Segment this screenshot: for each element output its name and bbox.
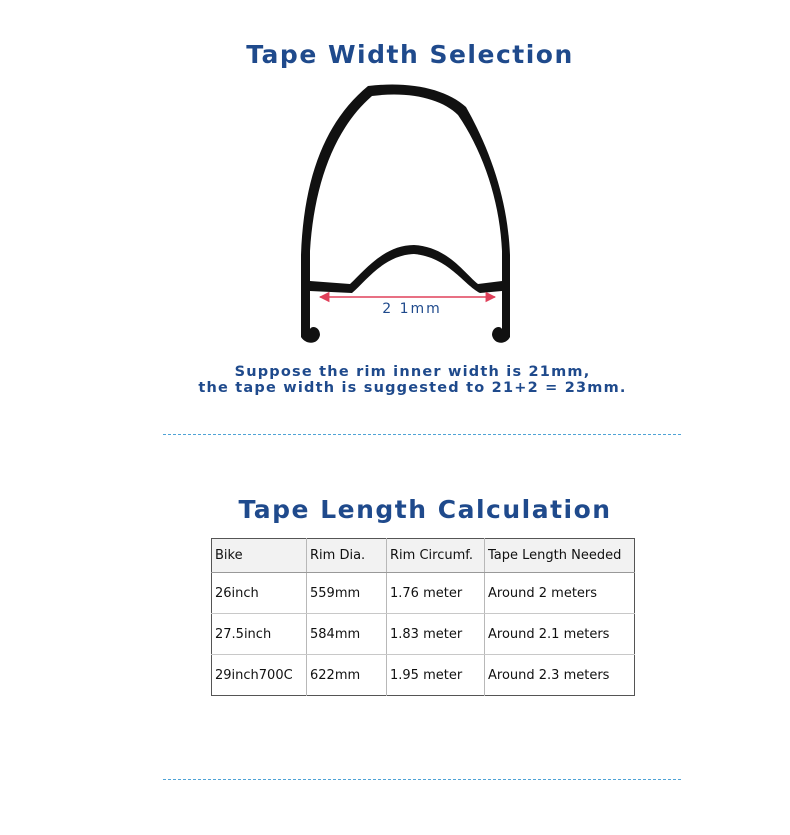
tape-width-note-line2: the tape width is suggested to 21+2 = 23mm.	[198, 380, 627, 396]
cell-bike: 29inch700C	[215, 667, 293, 683]
table-row	[212, 614, 635, 655]
cell-bike: 27.5inch	[212, 614, 307, 655]
cell-tape-length: Around 2.1 meters	[485, 614, 635, 655]
section-divider	[163, 779, 681, 780]
header-tape-length: Tape Length Needed	[485, 539, 635, 573]
cell-rim-circumference: 1.76 meter	[387, 573, 485, 614]
cell-rim-diameter: 584mm	[307, 614, 387, 655]
tape-width-title: Tape Width Selection	[246, 40, 574, 69]
header-rim-circumference: Rim Circumf.	[387, 539, 485, 573]
table-row	[212, 655, 635, 696]
header-bike: Bike	[212, 539, 307, 573]
cell-rim-diameter: 622mm	[307, 655, 387, 696]
cell-bike: 26inch	[212, 573, 307, 614]
cell-rim-circumference: 1.83 meter	[387, 614, 485, 655]
cell-rim-diameter: 559mm	[307, 573, 387, 614]
inner-width-label: 2 1mm	[382, 301, 442, 317]
cell-tape-length: Around 2 meters	[485, 573, 635, 614]
cell-tape-length: Around 2.3 meters	[485, 655, 635, 696]
tape-width-note-line1: Suppose the rim inner width is 21mm,	[234, 364, 591, 380]
tape-length-table	[211, 538, 635, 696]
tape-length-title: Tape Length Calculation	[238, 495, 612, 524]
header-rim-diameter: Rim Dia.	[307, 539, 387, 573]
cell-rim-circumference: 1.95 meter	[387, 655, 485, 696]
table-header-row	[212, 539, 635, 573]
section-divider	[163, 434, 681, 435]
table-row	[212, 573, 635, 614]
